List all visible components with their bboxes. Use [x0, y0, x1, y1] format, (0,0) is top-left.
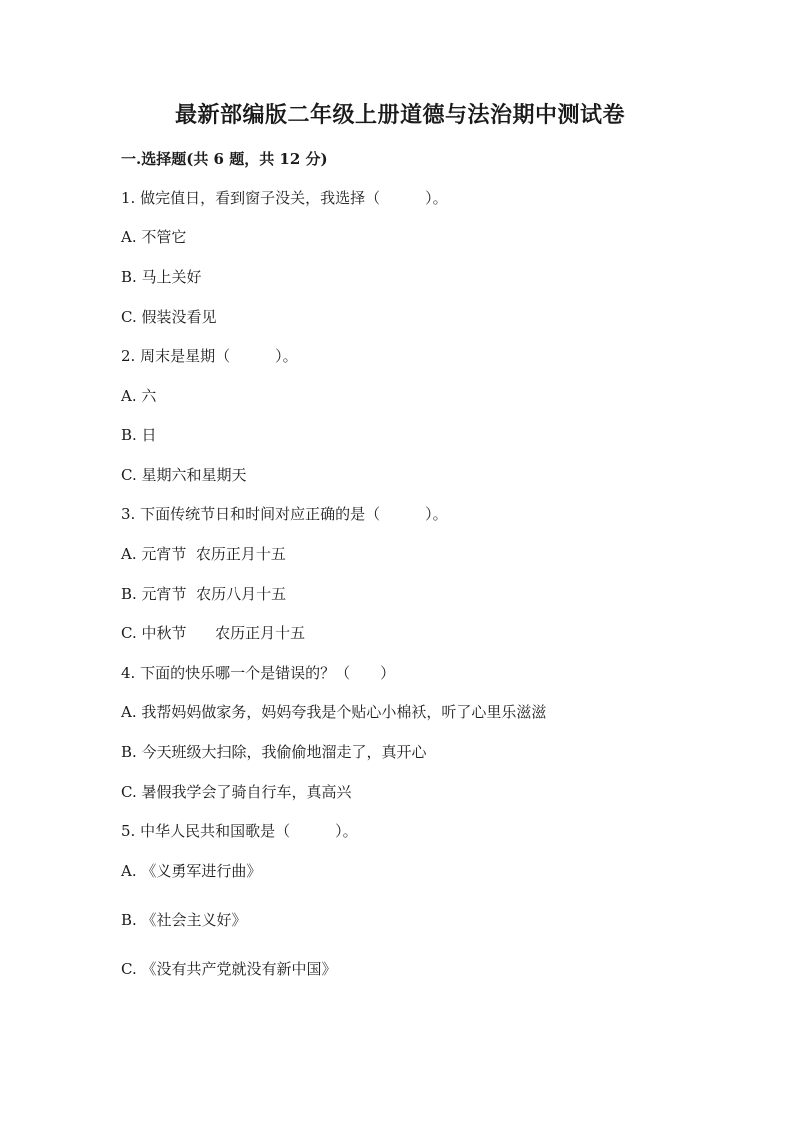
question-4-option-c: C. 暑假我学会了骑自行车，真高兴: [121, 783, 352, 801]
question-2-stem: 2. 周末是星期（ ）。: [121, 347, 298, 365]
question-5-option-b: B. 《社会主义好》: [121, 911, 247, 929]
question-3-option-c: C. 中秋节 农历正月十五: [121, 624, 306, 642]
section-heading: 一.选择题(共 6 题，共 12 分): [121, 150, 328, 168]
question-4-stem: 4. 下面的快乐哪一个是错误的？（ ）: [121, 664, 396, 682]
question-3-option-b: B. 元宵节 农历八月十五: [121, 585, 287, 603]
question-3-stem: 3. 下面传统节日和时间对应正确的是（ ）。: [121, 505, 448, 523]
question-4-option-a: A. 我帮妈妈做家务，妈妈夸我是个贴心小棉袄，听了心里乐滋滋: [121, 703, 547, 721]
question-5-option-a: A. 《义勇军进行曲》: [121, 862, 262, 880]
question-2-option-a: A. 六: [121, 387, 157, 405]
question-2-option-c: C. 星期六和星期天: [121, 466, 247, 484]
question-5-option-c: C. 《没有共产党就没有新中国》: [121, 960, 337, 978]
question-2-option-b: B. 日: [121, 426, 157, 444]
question-1-stem: 1. 做完值日，看到窗子没关，我选择（ ）。: [121, 189, 448, 207]
question-1-option-b: B. 马上关好: [121, 268, 202, 286]
question-1-option-c: C. 假装没看见: [121, 308, 217, 326]
question-5-stem: 5. 中华人民共和国歌是（ ）。: [121, 822, 358, 840]
question-4-option-b: B. 今天班级大扫除，我偷偷地溜走了，真开心: [121, 743, 427, 761]
question-3-option-a: A. 元宵节 农历正月十五: [121, 545, 286, 563]
question-1-option-a: A. 不管它: [121, 228, 187, 246]
page-title: 最新部编版二年级上册道德与法治期中测试卷: [174, 102, 625, 128]
